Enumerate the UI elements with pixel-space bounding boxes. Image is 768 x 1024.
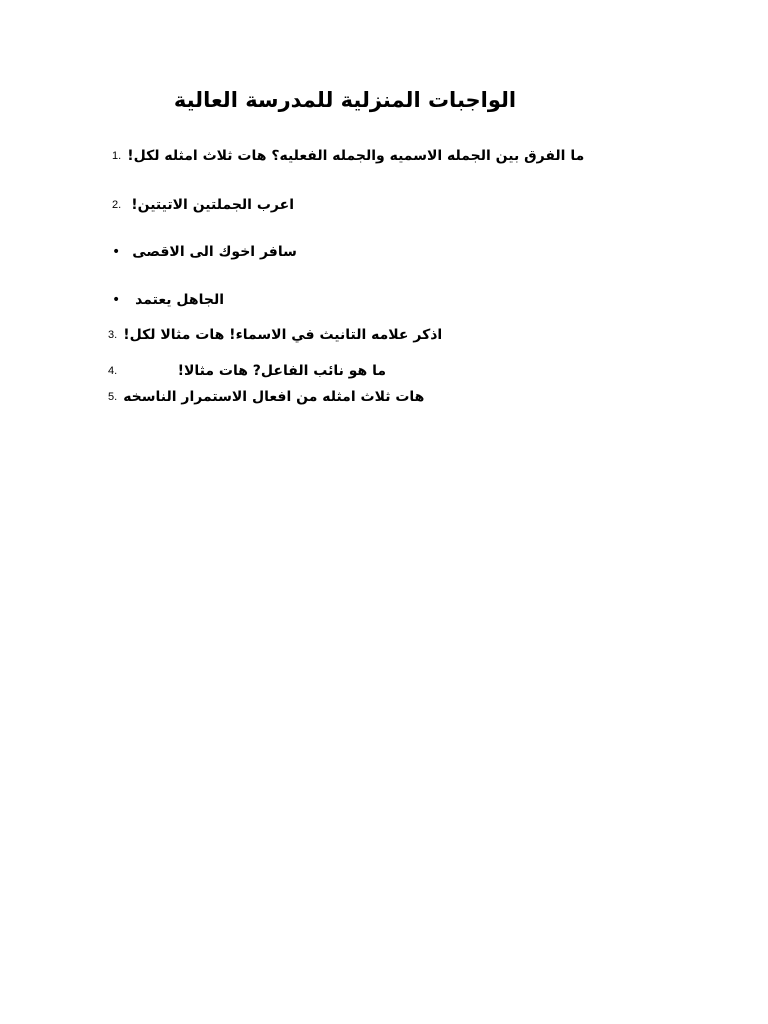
list-item-5 bbox=[108, 384, 425, 410]
list-number: 5. bbox=[108, 391, 118, 403]
bullet-item-1 bbox=[112, 239, 297, 265]
list-number: 4. bbox=[108, 365, 118, 377]
bullet-item-text: سافر اخوك الى الاقصى bbox=[132, 244, 297, 260]
bullet-item-text: الجاهل يعتمد bbox=[135, 292, 224, 308]
list-item-1 bbox=[112, 143, 585, 169]
list-item-4 bbox=[108, 358, 386, 384]
list-number: 3. bbox=[108, 329, 118, 341]
list-number: 2. bbox=[112, 199, 122, 211]
list-item-2 bbox=[112, 192, 294, 218]
list-item-text: اعرب الجملتين الاتيتين! bbox=[131, 197, 294, 213]
list-item-text: ما هو نائب الفاعل? هات مثالا! bbox=[177, 363, 386, 379]
list-item-text: ما الفرق بين الجمله الاسميه والجمله الفعليه؟ هات ثلاث امثله لكل! bbox=[127, 148, 585, 164]
document-title: الواجبات المنزلية للمدرسة العالية bbox=[173, 88, 517, 112]
bullet-icon: • bbox=[112, 292, 121, 308]
list-item-text: اذكر علامه التانيث في الاسماء! هات مثالا لكل! bbox=[123, 327, 443, 343]
list-number: 1. bbox=[112, 150, 122, 162]
list-item-3 bbox=[108, 322, 443, 348]
bullet-icon: • bbox=[112, 244, 121, 260]
list-item-text: هات ثلاث امثله من افعال الاستمرار الناسخه bbox=[123, 389, 425, 405]
bullet-item-2 bbox=[112, 287, 224, 313]
